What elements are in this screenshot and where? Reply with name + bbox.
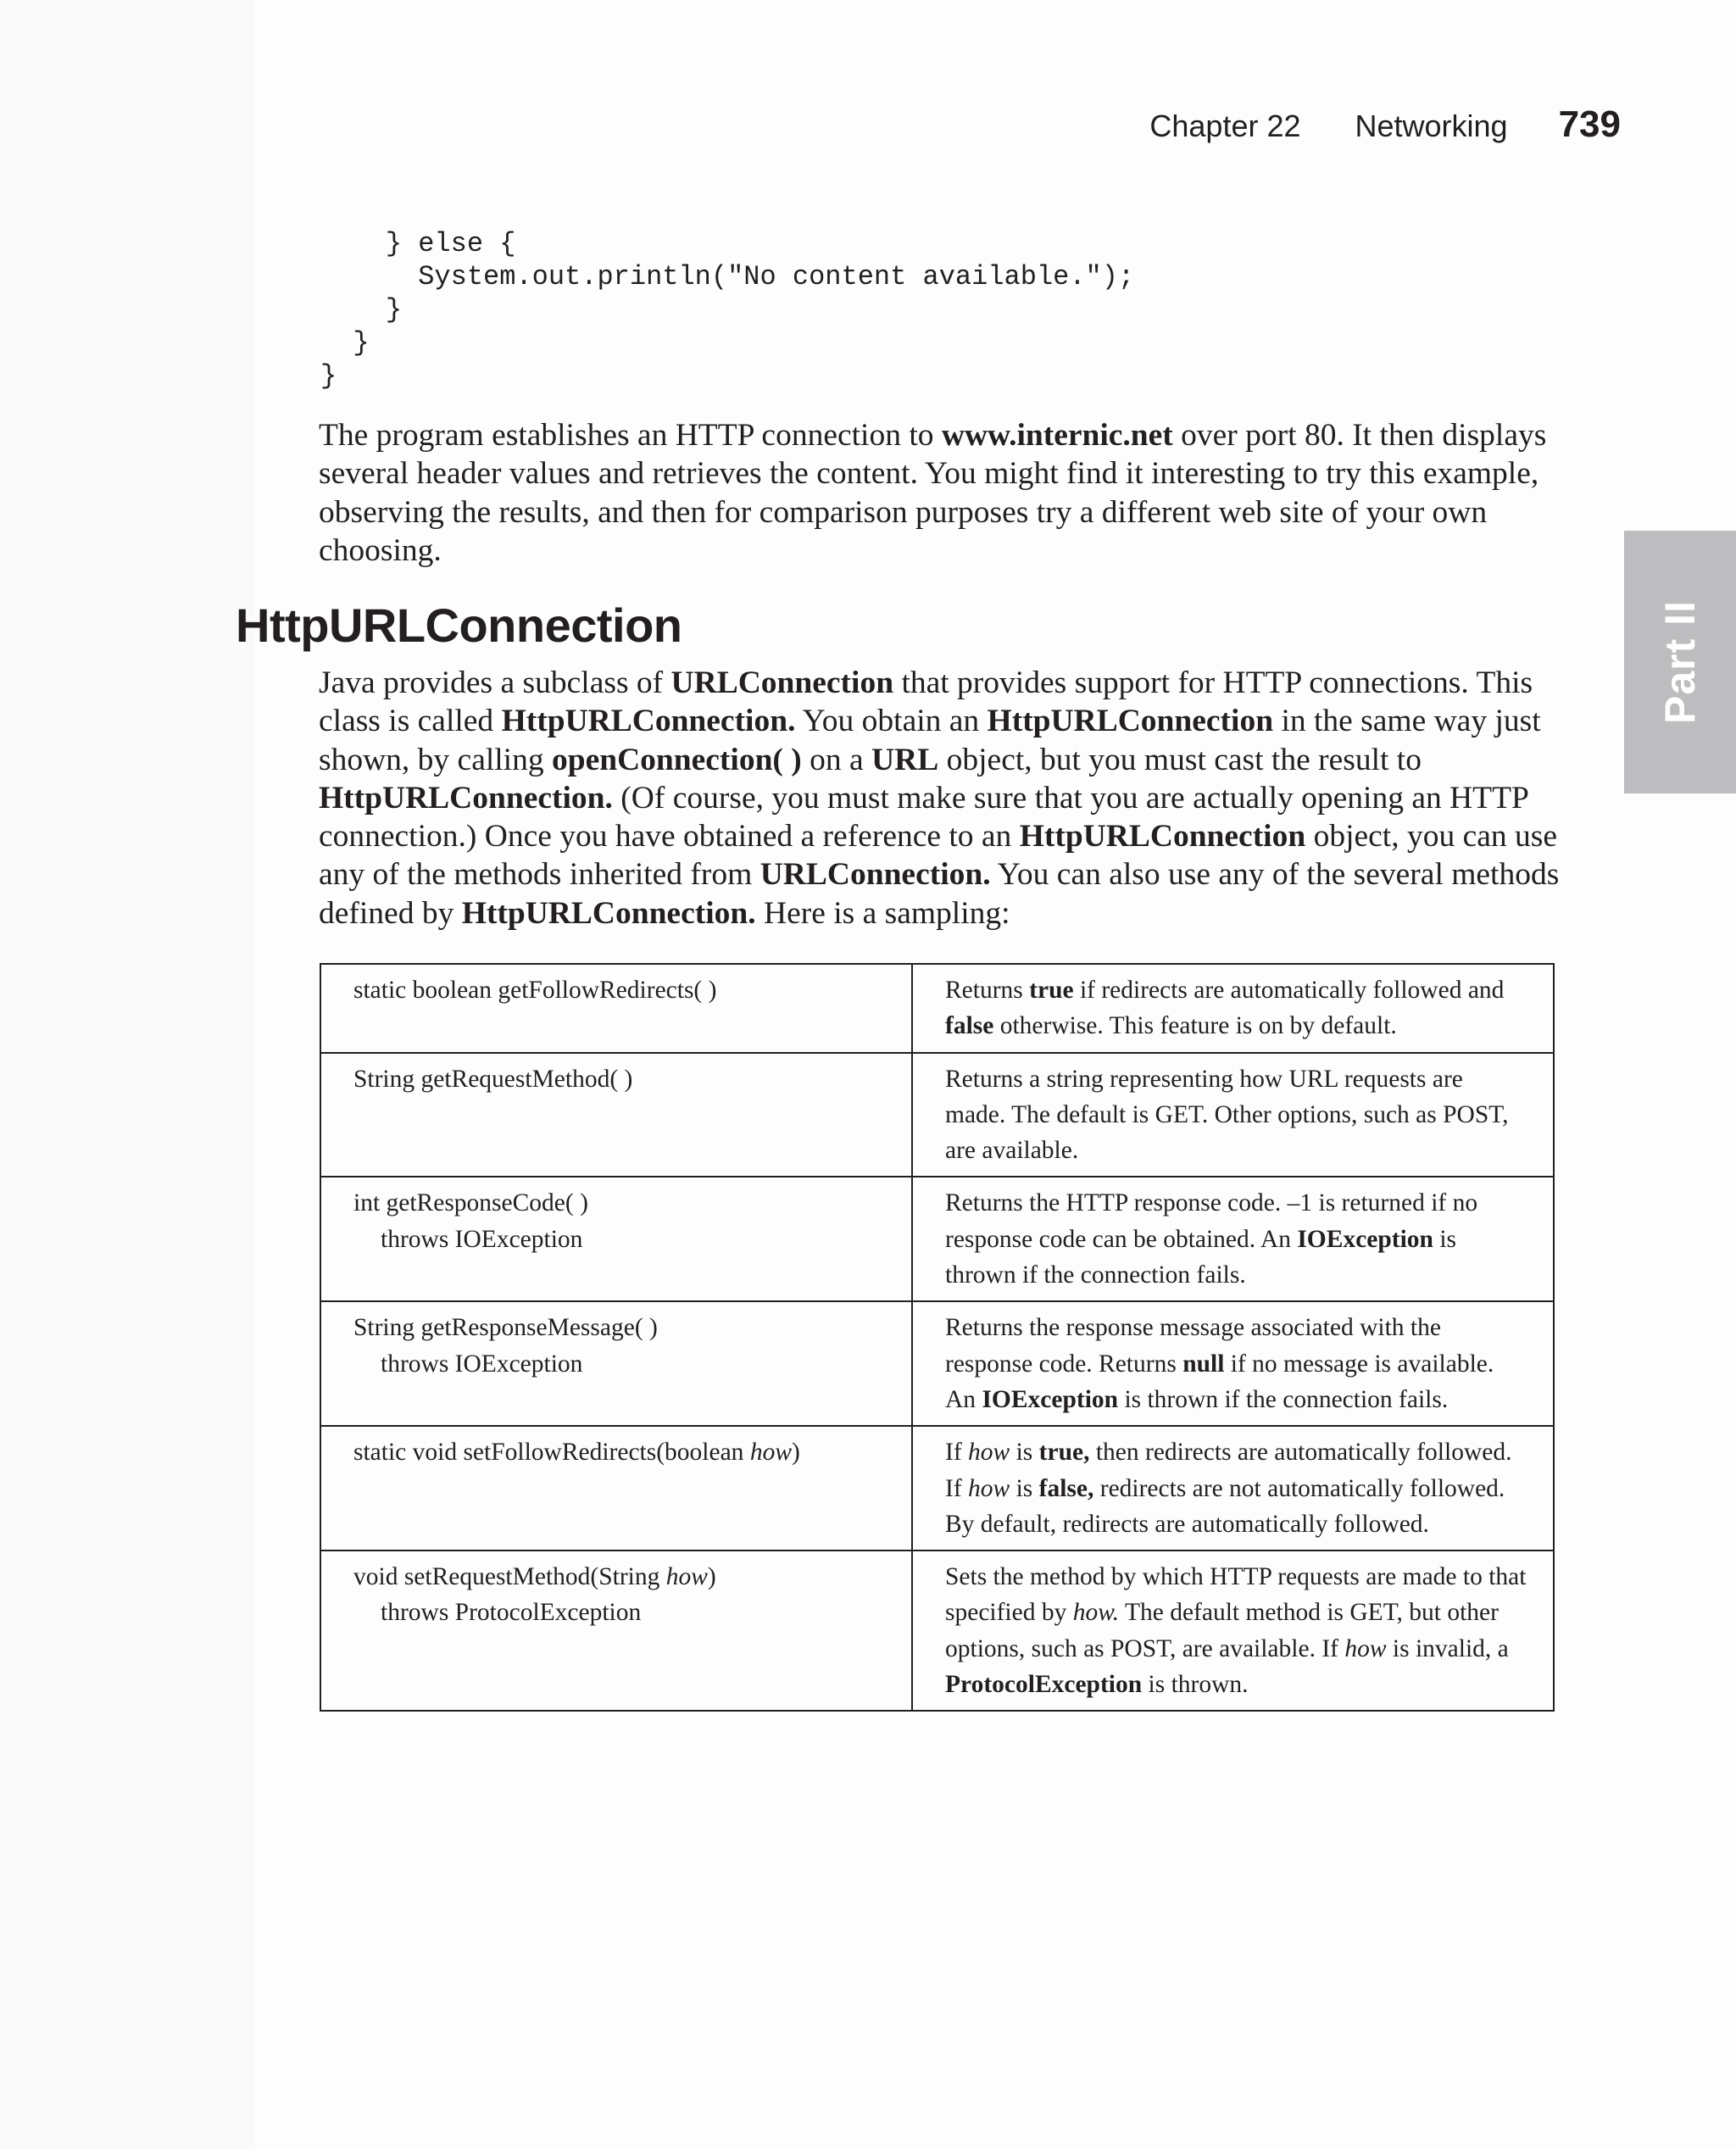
code-listing (320, 227, 1134, 392)
table-row (320, 1177, 1554, 1301)
section-heading: HttpURLConnection (236, 598, 682, 652)
method-signature: static boolean getFollowRedirects( ) (320, 964, 912, 1053)
part-thumb-tab (1624, 531, 1736, 793)
method-signature: void setRequestMethod(String how) throws ProtocolException (320, 1551, 912, 1711)
section-label: Networking (1355, 109, 1508, 143)
method-signature: String getRequestMethod( ) (320, 1053, 912, 1177)
page-gutter (0, 0, 254, 2149)
method-description: Returns a string representing how URL requests are made. The default is GET. Other options, such as POST, are available. (912, 1053, 1554, 1177)
table-row (320, 1301, 1554, 1426)
table-row (320, 1053, 1554, 1177)
method-description: If how is true, then redirects are automatically followed. If how is false, redirects are not automatically followed. By default, redirects are automatically followed. (912, 1426, 1554, 1551)
method-signature: int getResponseCode( ) throws IOException (320, 1177, 912, 1301)
method-description: Returns the HTTP response code. –1 is returned if no response code can be obtained. An IOException is thrown if the connection fails. (912, 1177, 1554, 1301)
method-description: Returns true if redirects are automatically followed and false otherwise. This feature is on by default. (912, 964, 1554, 1053)
table-row (320, 1551, 1554, 1711)
section-paragraph: Java provides a subclass of URLConnection that provides support for HTTP connections. This class is called HttpURLConnection. You obtain an HttpURLConnection in the same way just shown, by calling openConnection( ) on a URL object, but you must cast the result to HttpURLConnection. (Of course, you must make sure that you are actually opening an HTTP connection.) Once you have obtained a reference to an HttpURLConnection object, you can use any of the methods inherited from URLConnection. You can also use any of the several methods defined by HttpURLConnection. Here is a sampling: (319, 665, 1560, 931)
method-description: Returns the response message associated with the response code. Returns null if no message is available. An IOException is thrown if the connection fails. (912, 1301, 1554, 1426)
code-line: } (320, 360, 337, 392)
method-signature: static void setFollowRedirects(boolean how) (320, 1426, 912, 1551)
chapter-label: Chapter 22 (1149, 109, 1301, 143)
method-description: Sets the method by which HTTP requests are made to that specified by how. The default method is GET, but other options, such as POST, are available. If how is invalid, a ProtocolException is thrown. (912, 1551, 1554, 1711)
code-line: } else { (320, 228, 516, 259)
code-line: } (320, 327, 370, 359)
table-row (320, 1426, 1554, 1551)
table-row (320, 964, 1554, 1053)
part-tab-label: Part II (1656, 600, 1704, 724)
running-header (1149, 103, 1621, 146)
methods-table (320, 963, 1555, 1712)
method-signature: String getResponseMessage( ) throws IOException (320, 1301, 912, 1426)
page-number: 739 (1558, 103, 1621, 145)
code-line: System.out.println("No content available."); (320, 261, 1135, 292)
intro-paragraph: The program establishes an HTTP connection to www.internic.net over port 80. It then displays several header values and retrieves the content. You might find it interesting to try this example, observing the results, and then for comparison purposes try a different web site of your own choosing. (319, 418, 1547, 568)
code-line: } (320, 294, 403, 326)
